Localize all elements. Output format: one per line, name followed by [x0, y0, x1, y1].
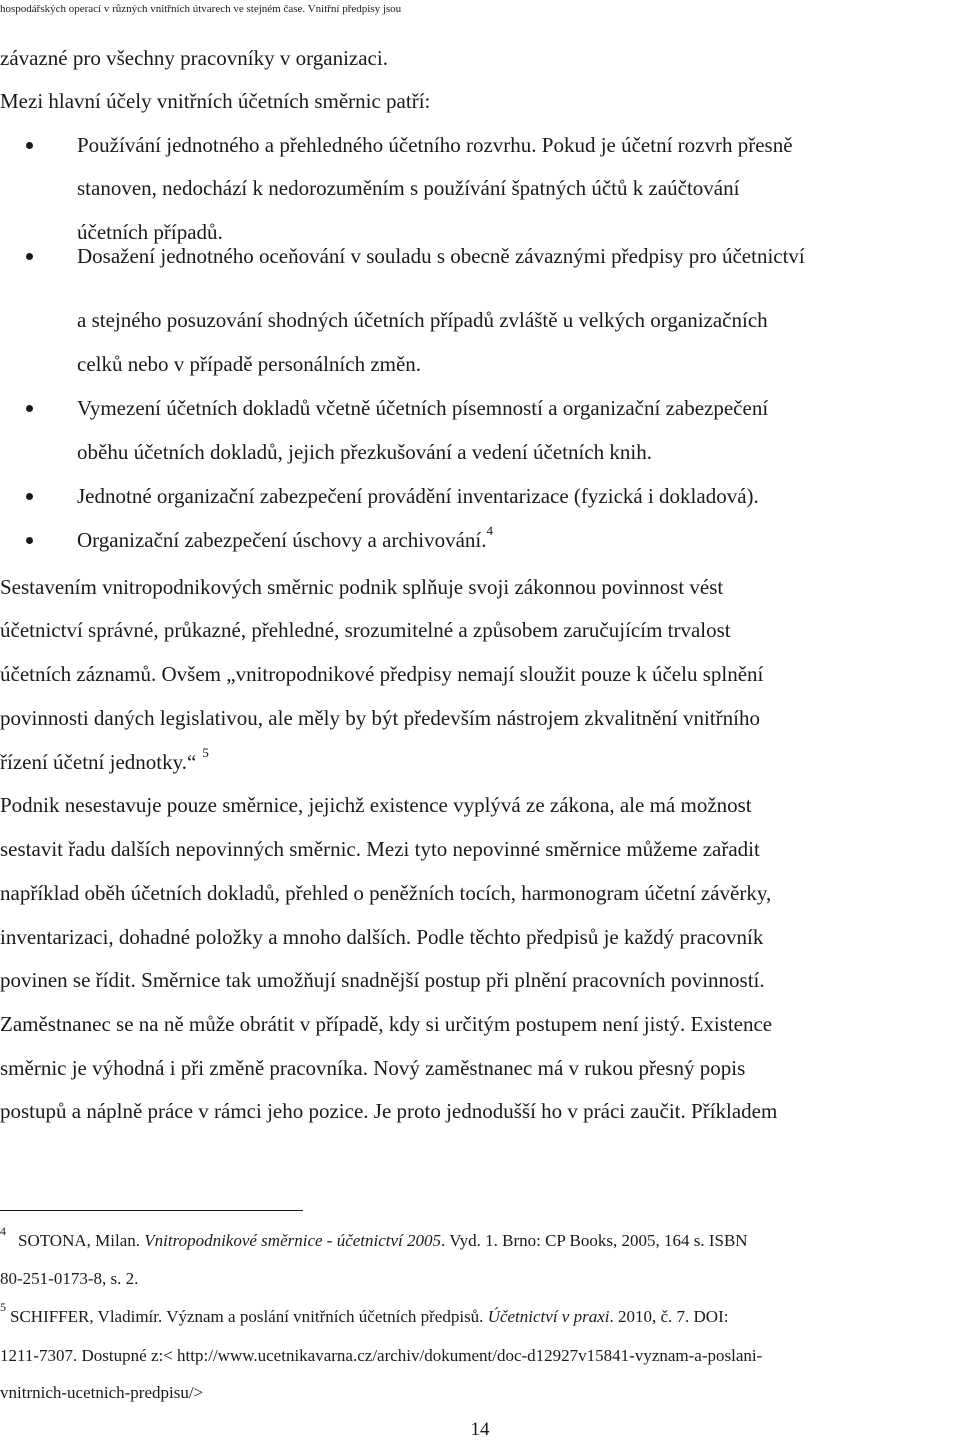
- paragraph-top-line-1: [0, 4, 960, 15]
- footnote-5-line-3[interactable]: vnitrnich-ucetnich-predpisu/>: [0, 1383, 204, 1402]
- bullet-2-line-2: a stejného posuzování shodných účetních případů zvláště u velkých organizačních: [77, 308, 768, 332]
- paragraph-3-line-3: například oběh účetních dokladů, přehled o peněžních tocích, harmonogram účetní závěrky,: [0, 881, 772, 905]
- footnote-5-line-2[interactable]: 1211-7307. Dostupné z:< http://www.ucetnikavarna.cz/archiv/dokument/doc-d12927v15841-vyznam-a-poslani-: [0, 1346, 763, 1365]
- footnote-5-line-1: [0, 1300, 729, 1326]
- bullet-icon: [26, 537, 33, 544]
- bullet-3-line-1: Vymezení účetních dokladů včetně účetních písemností a organizační zabezpečení: [77, 396, 769, 420]
- footnote-ref[interactable]: 4: [486, 523, 493, 538]
- paragraph-3-line-6: Zaměstnanec se na ně může obrátit v případě, kdy si určitým postupem není jistý. Existence: [0, 1012, 773, 1036]
- footnote-source: Účetnictví v praxi: [487, 1307, 610, 1326]
- list-intro: Mezi hlavní účely vnitřních účetních směrnic patří:: [0, 89, 431, 113]
- bullet-1-line-2: stanoven, nedochází k nedorozuměním s používání špatných účtů k zaúčtování: [77, 176, 740, 200]
- footnote-number: 5: [0, 1300, 6, 1314]
- paragraph-3-line-4: inventarizaci, dohadné položky a mnoho dalších. Podle těchto předpisů je každý pracovník: [0, 925, 764, 949]
- paragraph-2-line-4: povinnosti daných legislativou, ale měly by být především nástrojem zkvalitnění vnitřního: [0, 706, 760, 730]
- bullet-1-line-3: účetních případů.: [77, 220, 223, 244]
- bullet-icon: [26, 253, 33, 260]
- paragraph-3-line-8: postupů a náplně práce v rámci jeho pozice. Je proto jednodušší ho v práci zaučit. Příkladem: [0, 1099, 778, 1123]
- bullet-4-line-1: Jednotné organizační zabezpečení provádění inventarizace (fyzická i dokladová).: [77, 484, 759, 508]
- paragraph-3-line-5: povinen se řídit. Směrnice tak umožňují snadnější postup při plnění pracovních povinností.: [0, 968, 765, 992]
- bullet-icon: [26, 142, 33, 149]
- paragraph-3-line-1: Podnik nesestavuje pouze směrnice, jejichž existence vyplývá ze zákona, ale má možnost: [0, 793, 752, 817]
- footnote-author: SCHIFFER, Vladimír. Význam a poslání vnitřních účetních předpisů.: [10, 1307, 488, 1326]
- paragraph-2-line-1: Sestavením vnitropodnikových směrnic podnik splňuje svoji zákonnou povinnost vést: [0, 575, 724, 599]
- bullet-1-line-1: Používání jednotného a přehledného účetního rozvrhu. Pokud je účetní rozvrh přesně: [77, 133, 793, 157]
- footnote-title: Vnitropodnikové směrnice - účetnictví 2005: [144, 1231, 442, 1250]
- paragraph-2-line-2: účetnictví správné, průkazné, přehledné, srozumitelné a způsobem zaručujícím trvalost: [0, 618, 731, 642]
- bullet-3-line-2: oběhu účetních dokladů, jejich přezkušování a vedení účetních knih.: [77, 440, 652, 464]
- paragraph-3-line-7: směrnic je výhodná i při změně pracovníka. Nový zaměstnanec má v rukou přesný popis: [0, 1056, 746, 1080]
- bullet-icon: [26, 405, 33, 412]
- page-number: 14: [470, 1419, 490, 1440]
- footnote-4-line-1: [0, 1224, 748, 1250]
- paragraph-top-line-2: závazné pro všechny pracovníky v organizaci.: [0, 46, 388, 70]
- text-line: hospodářských operací v různých vnitřních útvarech ve stejném čase. Vnitřní předpisy jsou: [0, 3, 402, 15]
- paragraph-3-line-2: sestavit řadu dalších nepovinných směrnic. Mezi tyto nepovinné směrnice můžeme zařadit: [0, 837, 760, 861]
- footnote-author: SOTONA, Milan.: [18, 1231, 145, 1250]
- bullet-5-text: Organizační zabezpečení úschovy a archivování.: [77, 528, 487, 552]
- bullet-5-line-1: [77, 523, 493, 552]
- footnote-details: . 2010, č. 7. DOI:: [609, 1307, 729, 1326]
- bullet-icon: [26, 493, 33, 500]
- footnote-details: . Vyd. 1. Brno: CP Books, 2005, 164 s. ISBN: [441, 1231, 748, 1250]
- paragraph-2-line-5: [0, 745, 209, 774]
- paragraph-2-line-3: účetních záznamů. Ovšem „vnitropodnikové předpisy nemají sloužit pouze k účelu splnění: [0, 662, 764, 686]
- footnote-separator: [0, 1210, 303, 1211]
- bullet-2-line-1: Dosažení jednotného oceňování v souladu s obecně závaznými předpisy pro účetnictví: [77, 244, 805, 268]
- footnote-4-line-2: 80-251-0173-8, s. 2.: [0, 1269, 139, 1288]
- bullet-2-line-3: celků nebo v případě personálních změn.: [77, 352, 422, 376]
- footnote-number: 4: [0, 1224, 6, 1238]
- paragraph-2-last-text: řízení účetní jednotky.“: [0, 750, 197, 774]
- footnote-ref[interactable]: 5: [202, 745, 209, 760]
